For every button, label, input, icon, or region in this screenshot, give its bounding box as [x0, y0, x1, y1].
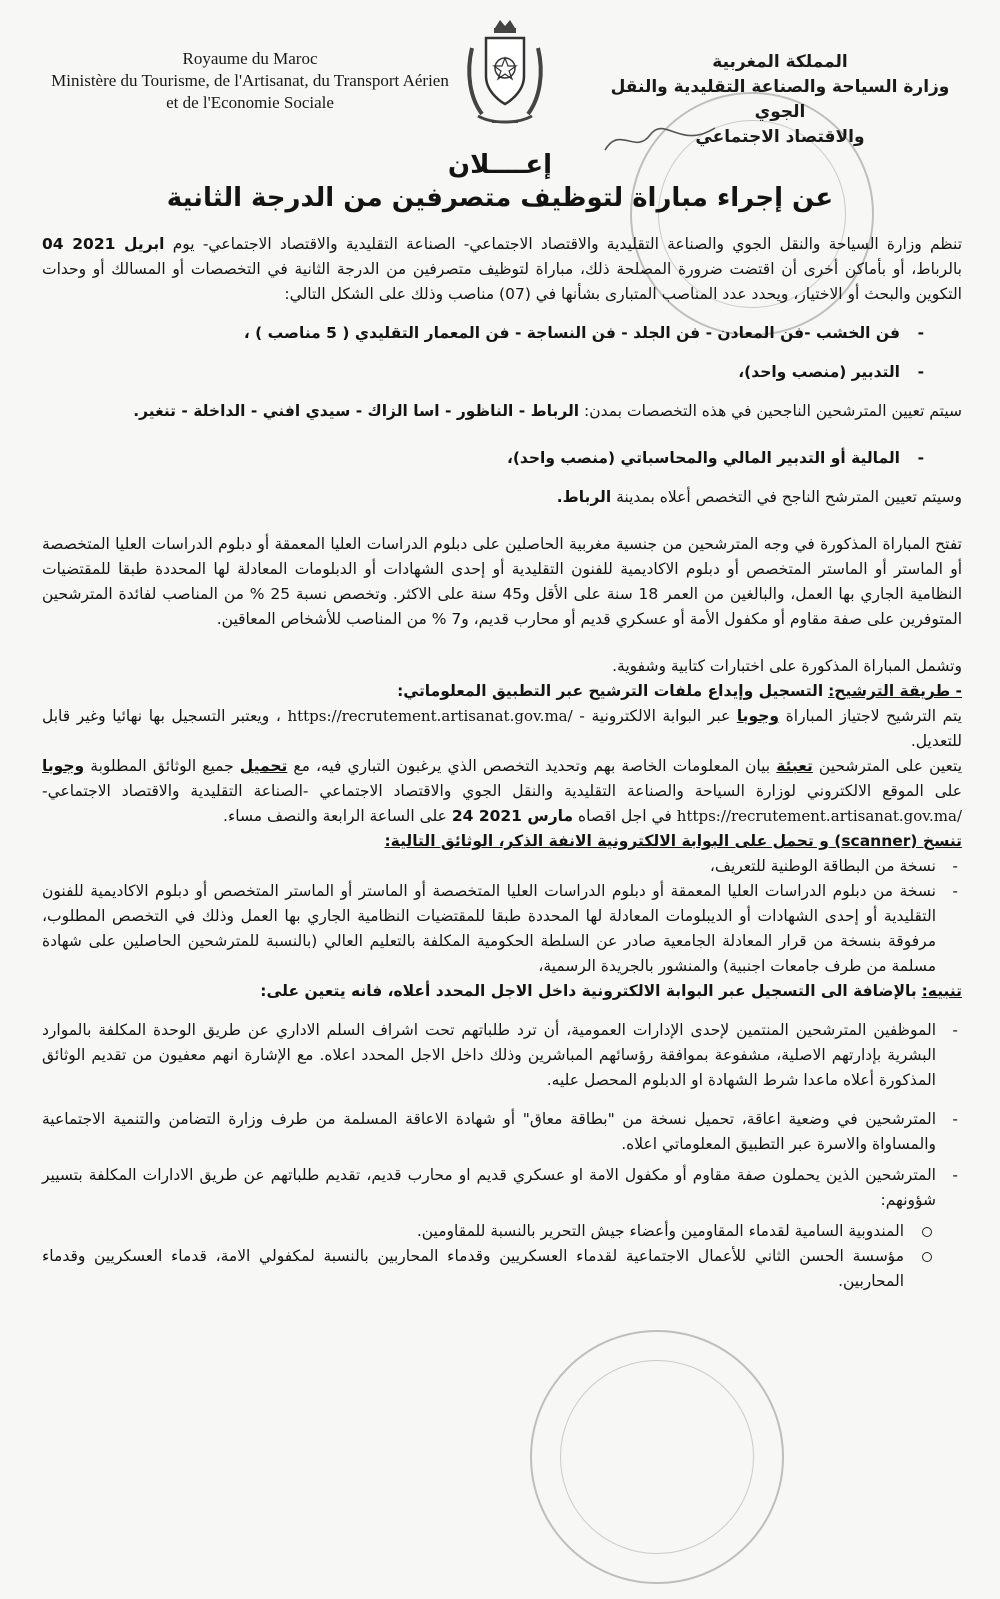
portal-link[interactable]: https://recrutement.artisanat.gov.ma/ — [287, 707, 573, 725]
application-heading-label: - طريقة الترشيح: — [828, 682, 962, 700]
text-span: يتعين على المترشحين — [818, 757, 963, 775]
finance-text: وسيتم تعيين المترشح الناجح في التخصص أعلاه بمدينة — [616, 488, 962, 506]
documents-heading: تنسخ (scanner) و تحمل على البوابة الالكترونية الانفة الذكر، الوثائق التالية: — [384, 832, 962, 850]
cities-text: سيتم تعيين المترشحين الناجحين في هذه التخصصات بمدن: — [584, 402, 962, 420]
announcement-title: إعــــلان — [447, 150, 553, 180]
exams-paragraph: وتشمل المباراة المذكورة على اختبارات كتابية وشفوية. — [612, 657, 962, 675]
text-span: على الساعة الرابعة والنصف مساء. — [223, 807, 447, 825]
finance-paragraph — [42, 485, 962, 510]
emphasis-span: وجوبا — [736, 707, 780, 725]
text-span: ، ويعتبر التسجيل بها نهائيا وغير قابل للتعديل. — [42, 707, 962, 750]
eligibility-paragraph: تفتح المباراة المذكورة في وجه المترشحين من جنسية مغربية الحاصلين على دبلوم الدراسات العليا المعمقة أو دبلوم الدراسات العليا المتخصصة أو الماستر أو الماستر المتخصص أو دبلوم الاكاديمية للفنون التقليدية أو إحدى الشهادات أو الدبلومات المعادلة لها المحددة طبقا للمقتضيات النظامية الجاري بها العمل، والبالغين من العمر 18 سنة على الأقل و45 سنة على الاكثر. وتخصص نسبة 25 % من المناصب لفائدة المترشحين المتوفرين على صفة مقاوم أو مكفول الأمة أو عسكري قديم أو محارب قديم، و7 % من المناصب للأشخاص المعاقين. — [42, 535, 962, 628]
cities-names: الرباط - الناظور - اسا الزاك - سيدي افني - الداخلة - تنغير. — [133, 402, 580, 420]
notice-item: - المترشحين الذين يحملون صفة مقاوم أو مكفول الامة او عسكري قديم او محارب قديم، تقديم طلباتهم عن طريق الادارات المكلفة بتسيير شؤونهم: — [42, 1163, 962, 1213]
text-span: عبر البوابة الالكترونية - — [579, 707, 731, 725]
text-span: بيان المعلومات الخاصة بهم وتحديد التخصص الذي يرغبون التباري فيه، مع — [293, 757, 771, 775]
header-fr-line: Ministère du Tourisme, de l'Artisanat, du Transport Aérien — [51, 71, 449, 90]
exam-date: 04 ابريل 2021 — [42, 235, 165, 253]
emphasis-span: وجوبا — [42, 757, 85, 775]
header-ar-line: المملكة المغربية — [712, 52, 848, 72]
text-span: جميع الوثائق المطلوبة — [90, 757, 234, 775]
intro-text: تنظم وزارة السياحة والنقل الجوي والصناعة التقليدية والاقتصاد الاجتماعي- الصناعة التقليدية والاقتصاد الاجتماعي- يوم — [172, 235, 963, 253]
header-fr-line: Royaume du Maroc — [182, 49, 318, 68]
text-span: في اجل اقصاه — [578, 807, 672, 825]
notice-heading — [42, 979, 962, 1004]
text-span: يتم الترشيح لاجتياز المباراة — [785, 707, 962, 725]
notice-sub-item: مؤسسة الحسن الثاني للأعمال الاجتماعية لقدماء العسكريين وقدماء المحاربين بالنسبة لمكفولي الامة، قدماء العسكريين وقدماء المحاربين. — [42, 1244, 962, 1294]
document-item: - نسخة من دبلوم الدراسات العليا المعمقة أو دبلوم الدراسات العليا المتخصصة أو الماستر أو الماستر المتخصص أو دبلوم الاكاديمية للفنون التقليدية أو إحدى الشهادات أو الديبلومات المعادلة لها المحددة طبقا للمقتضيات النظامية الجاري بها العمل وذلك في التخصص المطلوب، مرفوقة بنسخة من قرار المعادلة الجامعية صادر عن السلطة الحكومية المكلفة بالتعليم العالي (بالنسبة للمترشحين الحاصلين على شهادة مسلمة من طرف جامعات اجنبية) والمنشور بالجريدة الرسمية، — [42, 879, 962, 979]
text-span: على الموقع الالكتروني لوزارة السياحة والصناعة التقليدية والنقل الجوي والاقتصاد الاجتماعي -الصناعة التقليدية والاقتصاد الاجتماعي- — [42, 782, 962, 800]
cities-paragraph — [42, 399, 962, 424]
finance-city: الرباط. — [556, 488, 612, 506]
application-paragraph-2 — [42, 754, 962, 829]
specialty-item: - التدبير (منصب واحد)، — [42, 360, 962, 385]
royal-coat-of-arms-icon — [462, 18, 548, 130]
application-heading — [42, 679, 962, 704]
notice-item: - المترشحين في وضعية اعاقة، تحميل نسخة من "بطاقة معاق" أو شهادة الاعاقة المسلمة من طرف وزارة التضامن والتنمية الاجتماعية والمساواة والاسرة عبر التطبيق المعلوماتي اعلاه. — [42, 1107, 962, 1157]
notice-item: - الموظفين المترشحين المنتمين لإحدى الإدارات العمومية، أن ترد طلباتهم تحت اشراف السلم الاداري عن طريق الوحدة المكلفة بالموارد البشرية بإدارتهم الاصلية، مشفوعة بموافقة رؤسائهم المباشرين وذلك داخل الاجل المحدد اعلاه. مع الإشارة انهم معفيون من تقديم الوثائق المذكورة أعلاه ماعدا شرط الشهادة او الدبلوم المحصل عليه. — [42, 1018, 962, 1093]
header-arabic — [600, 50, 960, 150]
notice-text: بالإضافة الى التسجيل عبر البوابة الالكترونية داخل الاجل المحدد أعلاه، فانه يتعين على: — [260, 982, 917, 1000]
notice-label: تنبيه: — [921, 982, 962, 1000]
official-seal-icon — [530, 1330, 784, 1584]
header-fr-line: et de l'Economie Sociale — [166, 93, 334, 112]
announcement-body — [42, 232, 962, 1294]
deadline-date: 24 مارس 2021 — [451, 807, 574, 825]
emphasis-span: تحميل — [239, 757, 288, 775]
application-heading-text: التسجيل وإيداع ملفات الترشيح عبر التطبيق المعلوماتي: — [397, 682, 824, 700]
document-item: - نسخة من البطاقة الوطنية للتعريف، — [42, 854, 962, 879]
specialty-item: - فن الخشب -فن المعادن - فن الجلد - فن النساجة - فن المعمار التقليدي ( 5 مناصب ) ، — [42, 321, 962, 346]
header-ar-line: والاقتصاد الاجتماعي — [695, 127, 865, 147]
emphasis-span: تعبئة — [776, 757, 813, 775]
announcement-subtitle: عن إجراء مباراة لتوظيف متصرفين من الدرجة الثانية — [166, 183, 834, 213]
intro-rest: بالرباط، أو بأماكن أخرى أن اقتضت ضرورة المصلحة ذلك، مباراة لتوظيف متصرفين من الدرجة الثانية في التخصصات أو المسالك أو وحدات التكوين والبحث أو الاختيار، ويحدد عدد المناصب المتبارى بشأنها في (07) مناصب وذلك على الشكل التالي: — [42, 260, 962, 303]
header-french — [40, 48, 460, 114]
portal-link[interactable]: https://recrutement.artisanat.gov.ma/ — [676, 807, 962, 825]
application-paragraph-1 — [42, 704, 962, 754]
notice-sub-item: المندوبية السامية لقدماء المقاومين وأعضاء جيش التحرير بالنسبة للمقاومين. — [42, 1219, 962, 1244]
specialty-item: - المالية أو التدبير المالي والمحاسباتي (منصب واحد)، — [42, 446, 962, 471]
intro-paragraph — [42, 232, 962, 307]
header-ar-line: وزارة السياحة والصناعة التقليدية والنقل الجوي — [610, 77, 950, 122]
